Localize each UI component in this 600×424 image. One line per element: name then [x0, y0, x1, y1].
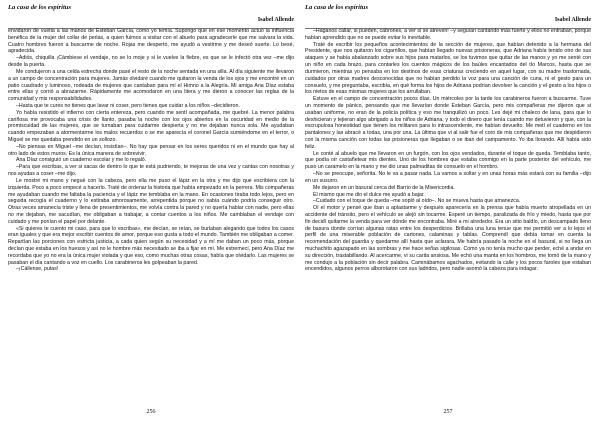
paragraph: Ana Díaz consiguió un cuaderno escolar y me lo regaló. [16, 157, 147, 164]
paragraph: –Hasta que te cures no tienes que lavar ni coser, pero tienes que cuidar a los niños –decidieron. [16, 102, 240, 109]
paragraph: envidaron de vuelta a las manos de Esteban García, como yo temía. Supongo que en ese momento actuó la influencia benéfica de la mujer del collar de perlas, a quien fuimos a visitar con el abuelo para agradecerle que me salvara la vida. Cuatro hombres fueron a buscarme de noche. Rojas me despertó, me ayudó a vestirme y me deseó suerte. Lo besé, agradecida. [8, 28, 294, 55]
paragraph: Le mostré mi mano y negué con la cabeza, pero ella me puso el lápiz en la otra y me dijo que escribiera con la izquierda. Poco a poco empecé a hacerlo. Traté de ordenar la historia que había empezado en la perrera. Mis compañeras me ayudaban cuando me faltaba la paciencia y el lápiz me temblaba en la mano. En ocasiones tiraba todo lejos, pero en seguida recogía el cuaderno y lo estiraba amorosamente, arrepentida porque no sabía cuándo podría conseguir otro. Otras veces amanecía triste y llena de presentimientos, me volvía contra la pared y no quería hablar con nadie, pero ellas no me dejaban, me sacudían, me obligaban a trabajar, a contar cuentos a los niños. Me cambiaban el vendaje con cuidado y me ponían el papel por delante. [8, 177, 294, 225]
paragraph: Estuve en el campo de concentración pocos días. Un miércoles por la tarde los carabineros fueron a buscarme. Tuve un momento de pánico, pensando que me llevarían donde Esteban García, pero mis compañeras me dijeron que si usaban uniforme, no eran de la policía política y eso me tranquilizó un poco. Les dejé mi chaleco de lana, para que lo deshicieran y tejieran algo abrigado a los niños de Adriana, y todo el dinero que tenía cuando me detuvieron y que, con la escrupulosa honestidad que tienen los militares para lo intrascendente, me habían devuelto. Me metí el cuaderno en los pantalones y las abracé a todas, una por una. La última que vi al salir fue el coro de mis compañeras que me despidieron con la misma canción con todas las prisioneras que llegaban o se iban del campamento. Yo iba llorando. Allí había sido feliz. [305, 96, 591, 150]
paragraph: El mismo que me dio el dulce me ayudó a bajar. [313, 191, 425, 198]
paragraph: –Adiós, chiquilla ¡Cámbiese el vendaje, no se lo moje y si le vuelve la fiebre, es que se le infectó otra vez –me dijo desde la puerta. [8, 55, 294, 69]
paragraph: –Háganos callar, si pueden, cabrones, a ver si se atreven! –y seguían cantando más fuerte y ellos no entraban, porque habían aprendido que no se puede evitar lo inevitable. [305, 28, 591, 41]
left-page-number: 256 [146, 409, 156, 415]
paragraph: Me dejaron en un basural cerca del Barrio de la Misericordia. [313, 184, 455, 191]
left-book-title: La casa de los espíritus [8, 4, 72, 11]
paragraph: –¡Cállense, putas! [16, 266, 59, 273]
paragraph: Me condujeron a una celda estrecha donde pasé el resto de la noche sentada en una silla. Al día siguiente me llevaron a un campo de concentración para mujeres. Jamás olvidaré cuando me quitaron la venda de los ojos y me encontré en un patio cuadrado y luminoso, rodeada de mujeres que cantaban para mí el Himno a la Alegría. Mi amiga Ana Díaz estaba entre ellas y corrió a abrazarme. Rápidamente me acomodaron en una litera y me dieron a conocer las reglas de la comunidad y mis responsabilidades. [8, 68, 294, 103]
paragraph: –No piensas en Miguel –me decían, insistían–. No hay que pensar en los seres queridos ni en el mundo que hay al otro lado de estos muros. Es la única manera de sobrevivir. [8, 143, 294, 157]
paragraph: Traté de escribir los pequeños acontecimientos de la sección de mujeres, que habían detenido a la hermana del Presidente, que nos quitaron los cigarrillos, que habían llegado nuevas prisioneras, que Adriana había tenido otro de sus ataques y se había abalanzado sobre sus hijos para matarlos, se los tuvimos que quitar de las manos y yo me senté con un niño en cada brazo, para contarles los cuentos mágicos de los baúles encantados del tío Marcos, hasta que se durmieron, mientras yo pensaba en los destinos de esas criaturas creciendo en aquel lugar, con su madre trastornada, cuidados por otras madres desconocidas que no habían perdido la voz para una canción de cuna, ni el gesto para un consuelo, y me preguntaba, escribía, en qué forma los hijos de Adriana podrían devolver la canción y el gesto a los hijos o los nietos de esas mismas mujeres que los arrullaban. [305, 41, 591, 96]
right-author: Isabel Allende [554, 17, 591, 23]
left-body-text [8, 28, 294, 404]
paragraph: Le conté al abuelo que me llevaron en un furgón, con los ojos vendados, durante el toque de queda. Temblaba tanto, que podía oír castañetear mis dientes. Uno de los hombres que estaba conmigo en la parte posterior del vehículo, me puso un caramelo en la mano y me dio unas palmaditas de consuelo en el hombro. [305, 150, 591, 171]
left-author: Isabel Allende [257, 17, 294, 23]
right-page [305, 0, 591, 424]
right-page-number: 257 [443, 409, 453, 415]
right-body-text [305, 28, 591, 404]
paragraph: –No se preocupe, señorita. No le va a pasar nada. La vamos a soltar y en unas horas más estará con su familia –dijo en un susurro. [305, 171, 591, 184]
paragraph: –Para que escribas, a ver si sacas de dentro lo que te está pudriendo, te mejoras de una vez y cantas con nosotras y nos ayudas a coser –me dijo. [8, 164, 294, 178]
left-page [8, 0, 294, 424]
paragraph: Oí el motor y pensé que iban a aplastarme y después aparecería en la prensa que había muerto atropellada en un accidente del tránsito, pero el vehículo se alejó sin tocarme. Esperé un tiempo, paralizada de frío y miedo, hasta que por fin decidí quitarme la venda para ver dónde me encontraba. Miré a mi alrededor. Era un sitio baldío, un descampado lleno de basura donde corrían algunas ratas entre los desperdicios. Brillaba una luna tenue que me permitió ver a lo lejos el perfil de una miserable población de cartones, calaminas y tablas. Comprendí que debía tomar en cuenta la recomendación del guardia y quedarme allí hasta que aclarara. Me habría pasado la noche en el basural, si no llega un muchachito agazapado en las sombras y me hace señas sigilosas. Como ya no tenía mucho que perder, eché a andar en su dirección, trastabillando. Al acercarme, vi su carita ansiosa. Me echó una manta en los hombros, me tomó de la mano y me condujo a la población sin decir palabra. Caminábamos agachados, evitando la calle y los pocos faroles que estaban encendidos, algunos perros alborotaron con sus ladridos, pero nadie asomó la cabeza para indagar. [305, 205, 591, 273]
right-book-title: La casa de los espíritus [305, 4, 369, 11]
paragraph: Yo había resistido el infierno con cierta entereza, pero cuando me sentí acompañada, me quebré. La menor palabra cariñosa me provocaba una crisis de llanto, pasaba la noche con los ojos abiertos en la oscuridad en medio de la promiscuidad de las mujeres, que se turnaban para cuidarme despierta y no me dejaban nunca sola. Me ayudaban cuando empezaban a atormentarme los malos recuerdos o se me aparecía el coronel García sumiéndome en el terror, o Miguel se me quedaba prendido en un sollozo. [8, 109, 294, 143]
paragraph: –Cuidado con el toque de queda –me sopló al oído–. No se mueva hasta que amanezca. [313, 198, 521, 205]
paragraph: «Si quieres te cuento mi caso, para que lo escribas», me decían, se reían, se burlaban alegando que todos los casos eran iguales y que era mejor escribir cuentos de amor, porque eso gusta a todo el mundo. También me obligaban a comer. Repartían las porciones con estricta justicia, a cada quien según su necesidad y a mí me daban un poco más, porque decían que estaba en los huesos y así no le hombre más necesitado se iba a fijar en mí. Me estremecí, pero Ana Díaz me recordaba que yo no era la única mujer violada y que eso, como muchas otras cosas, había que olvidarlo. Las mujeres se pasaban el día cantando a voz en cuello. Los carabineros les golpeaban la pared. [8, 225, 294, 266]
